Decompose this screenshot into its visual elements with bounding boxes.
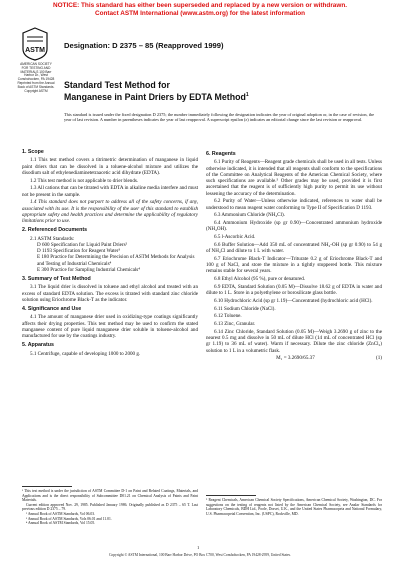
right-footnote-5: ⁵ Reagent Chemicals, American Chemical Society Specifications, American Chemical Society, Washington, DC. For suggestions on the testing of reagents not listed by the American Chemical Society, see Analar Standards for Laboratory Chemicals, BDH Ltd., Poole, Dorset, U.K., and the United States Pharmacopeia and National Formulary, U.S. Pharmacopeial Convention, Inc. (USPC), Rockville, MD. xyxy=(206,498,382,516)
para-1-2: 1.2 This test method is not applicable to drier blends. xyxy=(30,177,139,184)
footnote-3: ³ Annual Book of ASTM Standards, Vols 06.01 and 11.01. xyxy=(26,516,112,521)
equation-number: (1) xyxy=(376,355,382,362)
astm-logo-icon xyxy=(22,27,48,61)
para-6-2: 6.2 Purity of Water—Unless otherwise indicated, references to water shall be understood to mean reagent water conforming to Type II of Specification D 1193. xyxy=(206,198,382,211)
footnote-divider-right xyxy=(206,495,256,496)
footnote-divider-left xyxy=(22,486,72,487)
para-6-4: 6.4 Ammonium Hydroxide (sp gr 0.90)—Concentrated ammonium hydroxide (NH₄OH). xyxy=(206,220,382,233)
para-1-4: 1.4 This standard does not purport to address all of the safety concerns, if any, associated with its use. It is the responsibility of the user of this standard to establish appropriate safety and health practices and determine the applicability of regulatory limitations prior to use. xyxy=(22,199,198,224)
section-reagents-heading: 6. Reagents xyxy=(206,151,236,157)
ref-e300: E 300 Practice for Sampling Industrial Chemicals⁴ xyxy=(37,266,141,273)
para-6-11: 6.11 Sodium Chloride (NaCl). xyxy=(214,305,276,312)
ref-d600: D 600 Specification for Liquid Paint Driers² xyxy=(37,241,128,248)
notice-line-1: NOTICE: This standard has either been superseded and replaced by a new version or withdrawn. xyxy=(52,2,348,9)
issue-note: This standard is issued under the fixed designation D 2375; the number immediately following the designation indicates the year of original adoption or, in the case of revision, the year of last revision. A number in parentheses indicates the year of last reapproval. A superscript epsilon (ε) indicates an editorial change since the last revision or reapproval. xyxy=(64,112,374,123)
para-6-13: 6.13 Zinc, Granular. xyxy=(214,321,256,327)
ref-e180: E 180 Practice for Determining the Precision of ASTM Methods for Analysis and Testing of Industrial Chemicals⁴ xyxy=(37,254,195,267)
left-column xyxy=(22,146,198,358)
ref-d1193: D 1193 Specification for Reagent Water³ xyxy=(37,248,121,254)
footnote-4: ⁴ Annual Book of ASTM Standards, Vol 15.05. xyxy=(26,521,96,526)
footnote-1b: Current edition approved Nov. 29, 1985. Published January 1986. Originally published as D 2375 – 65 T. Last previous edition D 2375 – 79. xyxy=(22,502,198,512)
equation-body: M₁ = 3.2690/65.37 xyxy=(276,355,315,362)
section-apparatus-heading: 5. Apparatus xyxy=(22,342,54,349)
superseded-notice xyxy=(0,2,400,17)
left-footnotes xyxy=(22,489,198,526)
title-line-2: Manganese in Paint Driers by EDTA Method$^1$ xyxy=(64,92,249,103)
para-6-12: 6.12 Toluene. xyxy=(214,313,242,320)
para-6-1: 6.1 Purity of Reagents—Reagent grade chemicals shall be used in all tests. Unless otherwise indicated, it is intended that all reagents shall conform to the specifications of the Committee on Analytical Reagents of the American Chemical Society, where such specifications are available.⁵ Other grades may be used, provided it is first ascertained that the reagent is of sufficiently high purity to permit its use without lessening the accuracy of the determination. xyxy=(206,159,382,197)
logo-caption: AMERICAN SOCIETY FOR TESTING AND MATERIALS 100 Barr Harbor Dr., West Conshohocken, PA 19428 Reprinted from the Annual Book of ASTM Standards. Copyright ASTM xyxy=(17,62,55,93)
notice-line-2: Contact ASTM International (www.astm.org) for the latest information xyxy=(94,9,306,17)
section-summary-heading: 3. Summary of Test Method xyxy=(22,276,91,282)
right-column xyxy=(206,148,382,363)
para-6-10: 6.10 Hydrochloric Acid (sp gr 1.19)—Concentrated (hydrochloric acid (HCl). xyxy=(214,297,373,304)
ref-astm-standards: 2.1 ASTM Standards: xyxy=(30,235,75,242)
section-referenced-heading: 2. Referenced Documents xyxy=(22,227,88,234)
para-6-6: 6.6 Buffer Solution—Add 350 mL of concentrated NH₄-OH (sp gr 0.90) to 54 g of NH₄Cl and dilute to 1 L with water. xyxy=(206,241,382,254)
section-scope-heading: 1. Scope xyxy=(22,149,44,155)
para-6-8: 6.8 Ethyl Alcohol (95 %), pure or denatured. xyxy=(214,276,306,282)
para-6-9: 6.9 EDTA, Standard Solution (0.05 M)—Dissolve 18.62 g of EDTA in water and dilute to 1 L. Store in a polyethylene or borosilicate glass bottle. xyxy=(206,283,382,296)
para-3-1: 3.1 The liquid drier is dissolved in toluene and ethyl alcohol and treated with an excess of standard EDTA solution. The excess is titrated with standard zinc chloride solution using Eriochrome Black-T as the indicator. xyxy=(22,284,198,303)
page-number: 1 xyxy=(197,545,200,550)
section-significance-heading: 4. Significance and Use xyxy=(22,306,82,312)
para-4-1: 4.1 The amount of manganese drier used in oxidizing-type coatings significantly affects their drying properties. This test method may be used to confirm the stated manganese content of pure liquid manganese drier soluble in toluene-alcohol and manufactured for use by the coatings industry. xyxy=(22,314,198,339)
para-5-1: 5.1 Centrifuge, capable of developing 1000 to 2000 g. xyxy=(30,350,141,357)
para-6-3: 6.3 Ammonium Chloride (NH₄Cl). xyxy=(214,212,285,219)
para-6-5: 6.5 l-Ascorbic Acid. xyxy=(214,234,256,240)
footnote-1: ¹ This test method is under the jurisdiction of ASTM Committee D-1 on Paint and Related Coatings, Materials, and Applications and is the direct responsibility of Subcommittee D01.21 on Chemical Analysis of Paints and Paint Materials. xyxy=(22,489,198,503)
title-line-1: Standard Test Method for xyxy=(64,80,170,90)
svg-text:ASTM: ASTM xyxy=(25,47,45,54)
footnote-2: ² Annual Book of ASTM Standards, Vol 06.03. xyxy=(26,511,95,516)
designation: Designation: D 2375 – 85 (Reapproved 1999) xyxy=(64,41,224,50)
equation-1 xyxy=(206,355,382,361)
copyright-footer: Copyright © ASTM International, 100 Barr Harbor Drive, PO Box C700, West Conshohocken, PA 19428-2959, United States. xyxy=(109,553,291,557)
para-1-3: 1.3 All cations that can be titrated with EDTA in alkaline media interfere and must not be present in the sample. xyxy=(22,185,198,198)
para-6-14: 6.14 Zinc Chloride, Standard Solution (0.05 M)—Weigh 3.2690 g of zinc to the nearest 0.5 mg and dissolve in 50 mL of dilute HCl (14 mL of concentrated HCl (sp gr 1.19) to 36 mL of water). Warm if necessary. Dilute the zinc chloride (ZnCl₂) solution to 1 L in a volumetric flask. xyxy=(206,328,382,354)
para-1-1: 1.1 This test method covers a titrimetric determination of manganese in liquid paint driers that can be dissolved in a toluene-alcohol mixture and utilizes the disodium salt of ethylenediaminetetraacetic acid dihydrate (EDTA). xyxy=(22,157,198,176)
para-6-7: 6.7 Eriochrome Black-T Indicator—Triturate 0.2 g of Eriochrome Black-T and 100 g of NaCl, and store the mixture in a tightly stoppered bottle. This mixture remains stable for several years. xyxy=(206,255,382,275)
document-title xyxy=(64,80,364,103)
